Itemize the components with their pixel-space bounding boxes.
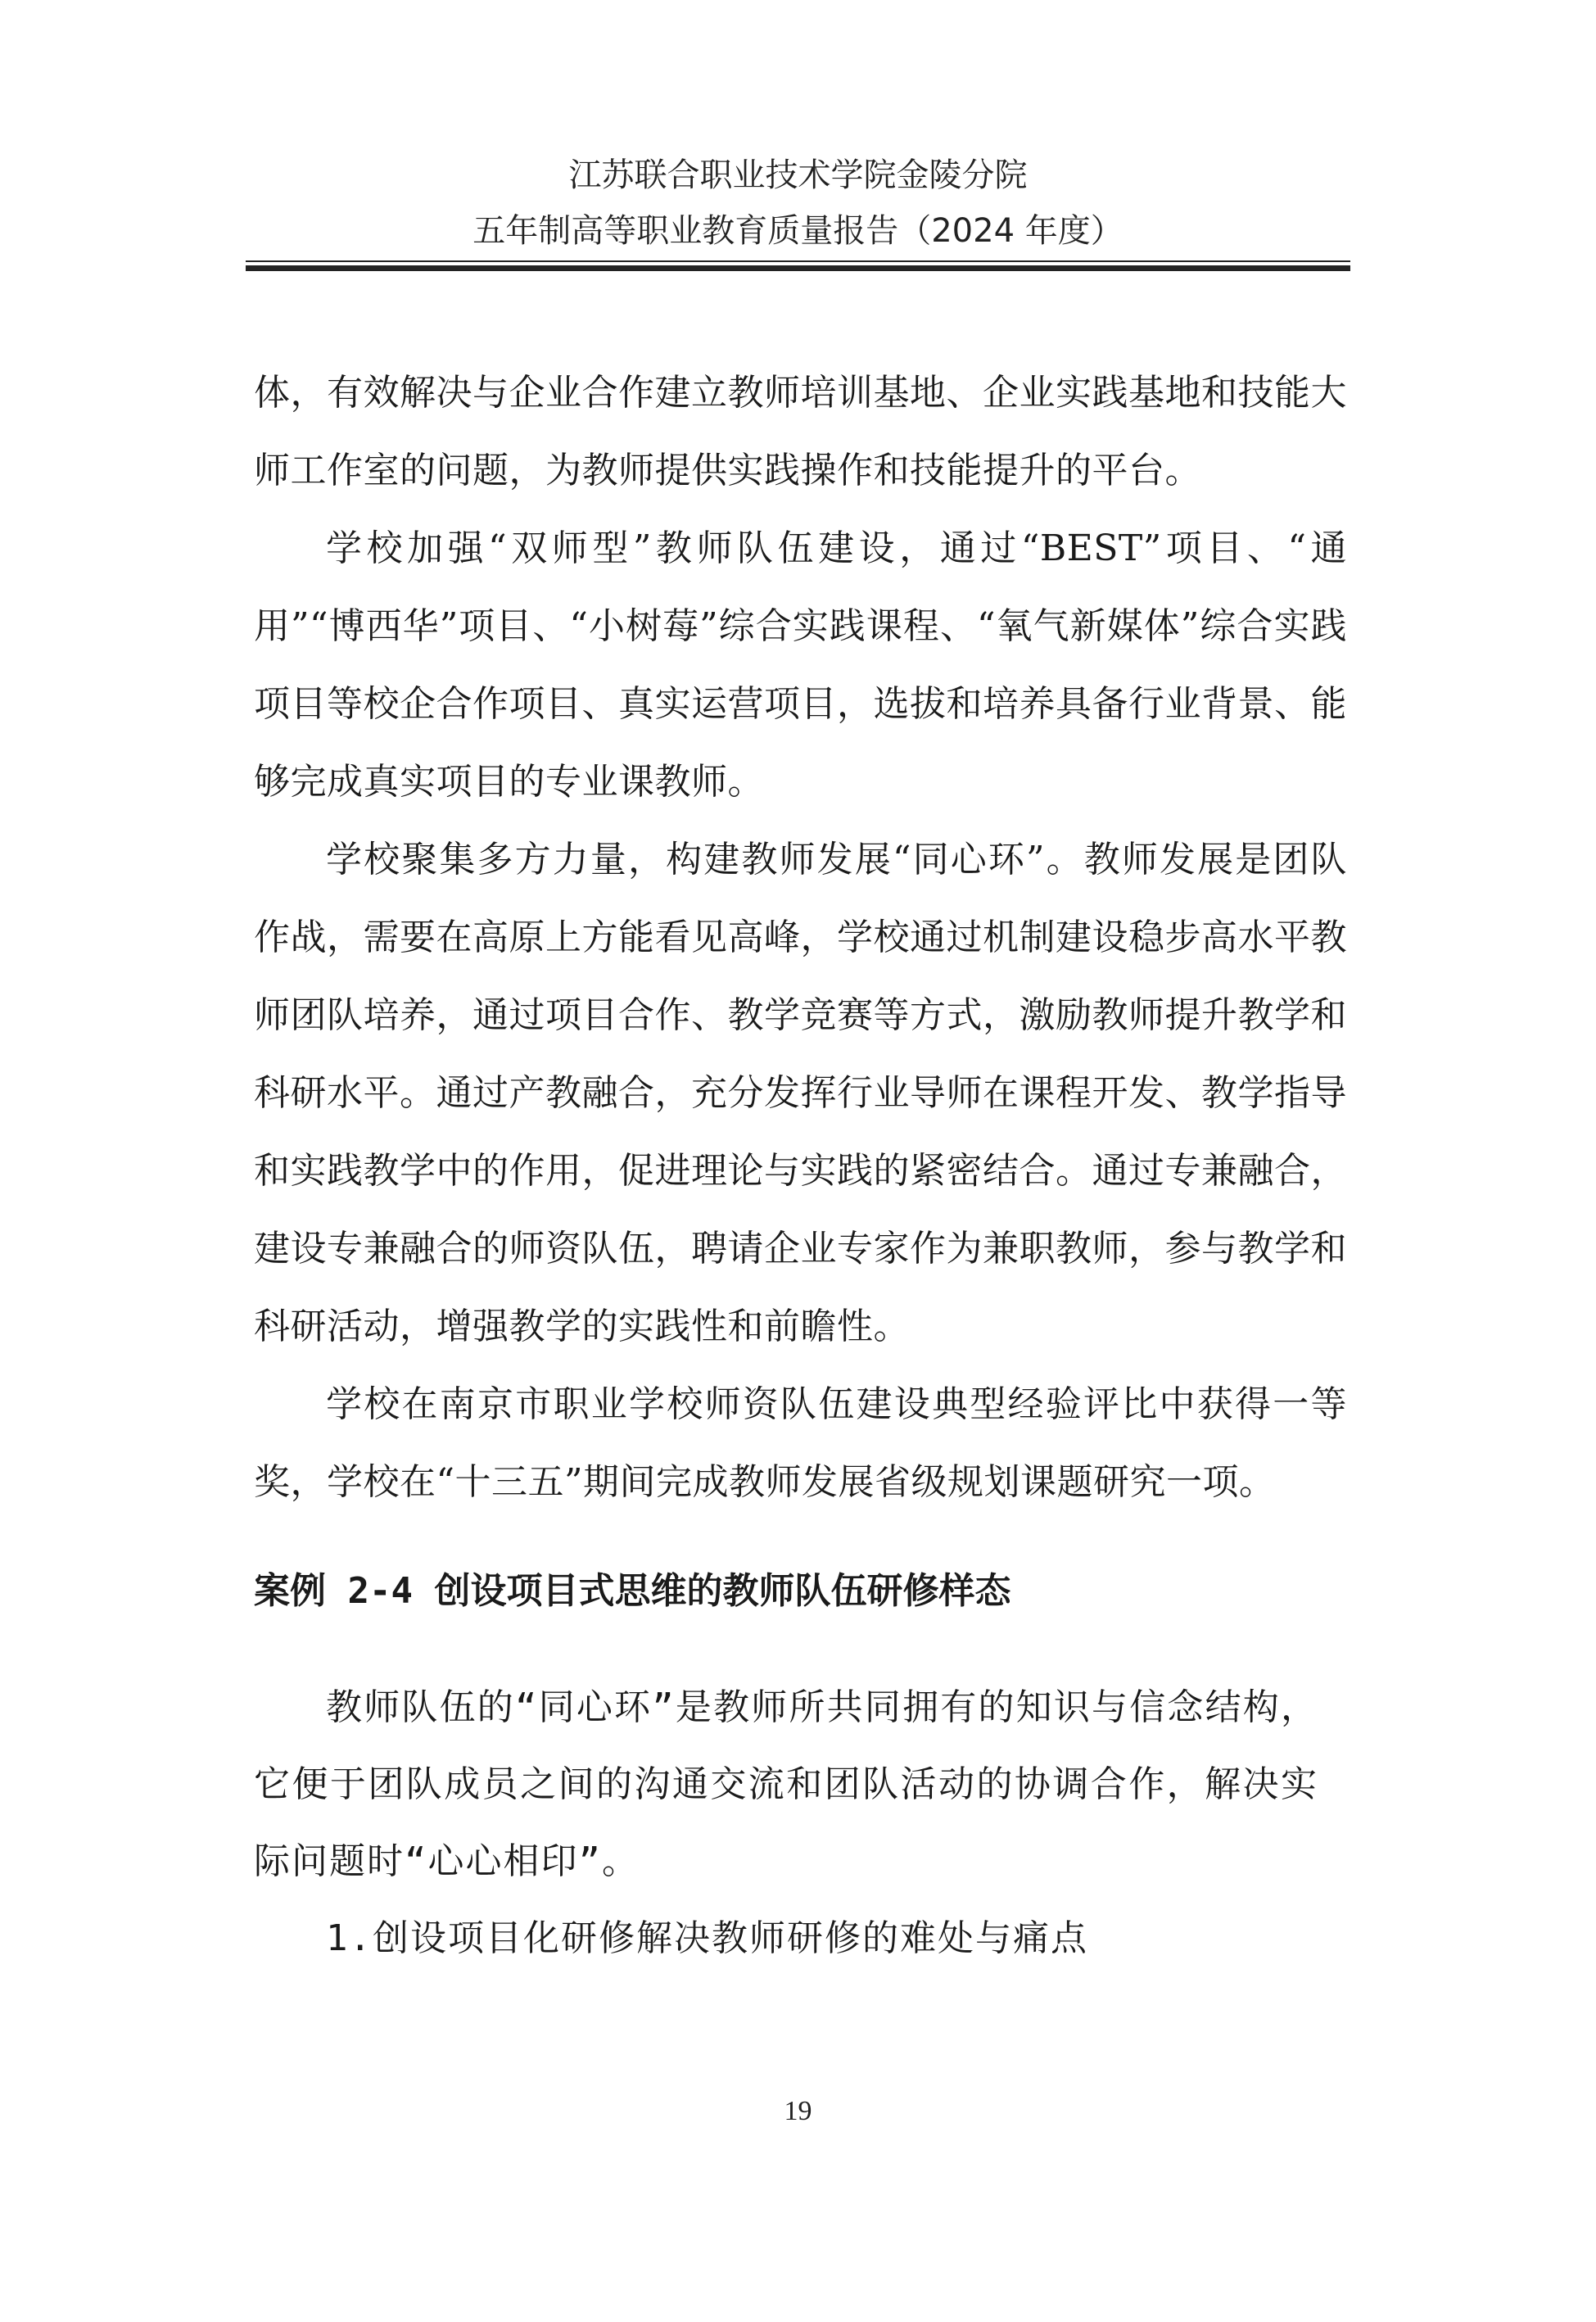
header-divider	[246, 260, 1350, 262]
page-number: 19	[784, 2096, 812, 2126]
body-paragraph: 学校加强“双师型”教师队伍建设，通过“BEST”项目、“通用”“博西华”项目、“小树莓”综合实践课程、“氧气新媒体”综合实践项目等校企合作项目、真实运营项目，选拔和培养具备行业背景、能够完成真实项目的专业课教师。	[254, 527, 1347, 803]
body-paragraph: 学校聚集多方力量，构建教师发展“同心环”。教师发展是团队作战，需要在高原上方能看见高峰，学校通过机制建设稳步高水平教师团队培养，通过项目合作、教学竞赛等方式，激励教师提升教学和科研水平。通过产教融合，充分发挥行业导师在课程开发、教学指导和实践教学中的作用，促进理论与实践的紧密结合。通过专兼融合，建设专兼融合的师资队伍，聘请企业专家作为兼职教师，参与教学和科研活动，增强教学的实践性和前瞻性。	[254, 839, 1347, 1347]
case-subheading: 1.创设项目化研修解决教师研修的难处与痛点	[326, 1917, 1088, 1959]
header-report-title: 五年制高等职业教育质量报告（2024 年度）	[472, 212, 1124, 250]
header-institution: 江苏联合职业技术学院金陵分院	[568, 156, 1028, 194]
page-header	[246, 147, 1350, 259]
body-paragraph: 体，有效解决与企业合作建立教师培训基地、企业实践基地和技能大师工作室的问题，为教师提供实践操作和技能提升的平台。	[254, 372, 1347, 491]
case-heading: 案例 2-4 创设项目式思维的教师队伍研修样态	[254, 1570, 1011, 1612]
main-body	[254, 354, 1347, 1521]
case-paragraph: 教师队伍的“同心环”是教师所共同拥有的知识与信念结构，它便于团队成员之间的沟通交流和团队活动的协调合作，解决实际问题时“心心相印”。	[254, 1686, 1318, 1882]
body-paragraph: 学校在南京市职业学校师资队伍建设典型经验评比中获得一等奖，学校在“十三五”期间完成教师发展省级规划课题研究一项。	[254, 1383, 1347, 1503]
case-body	[254, 1669, 1318, 1977]
